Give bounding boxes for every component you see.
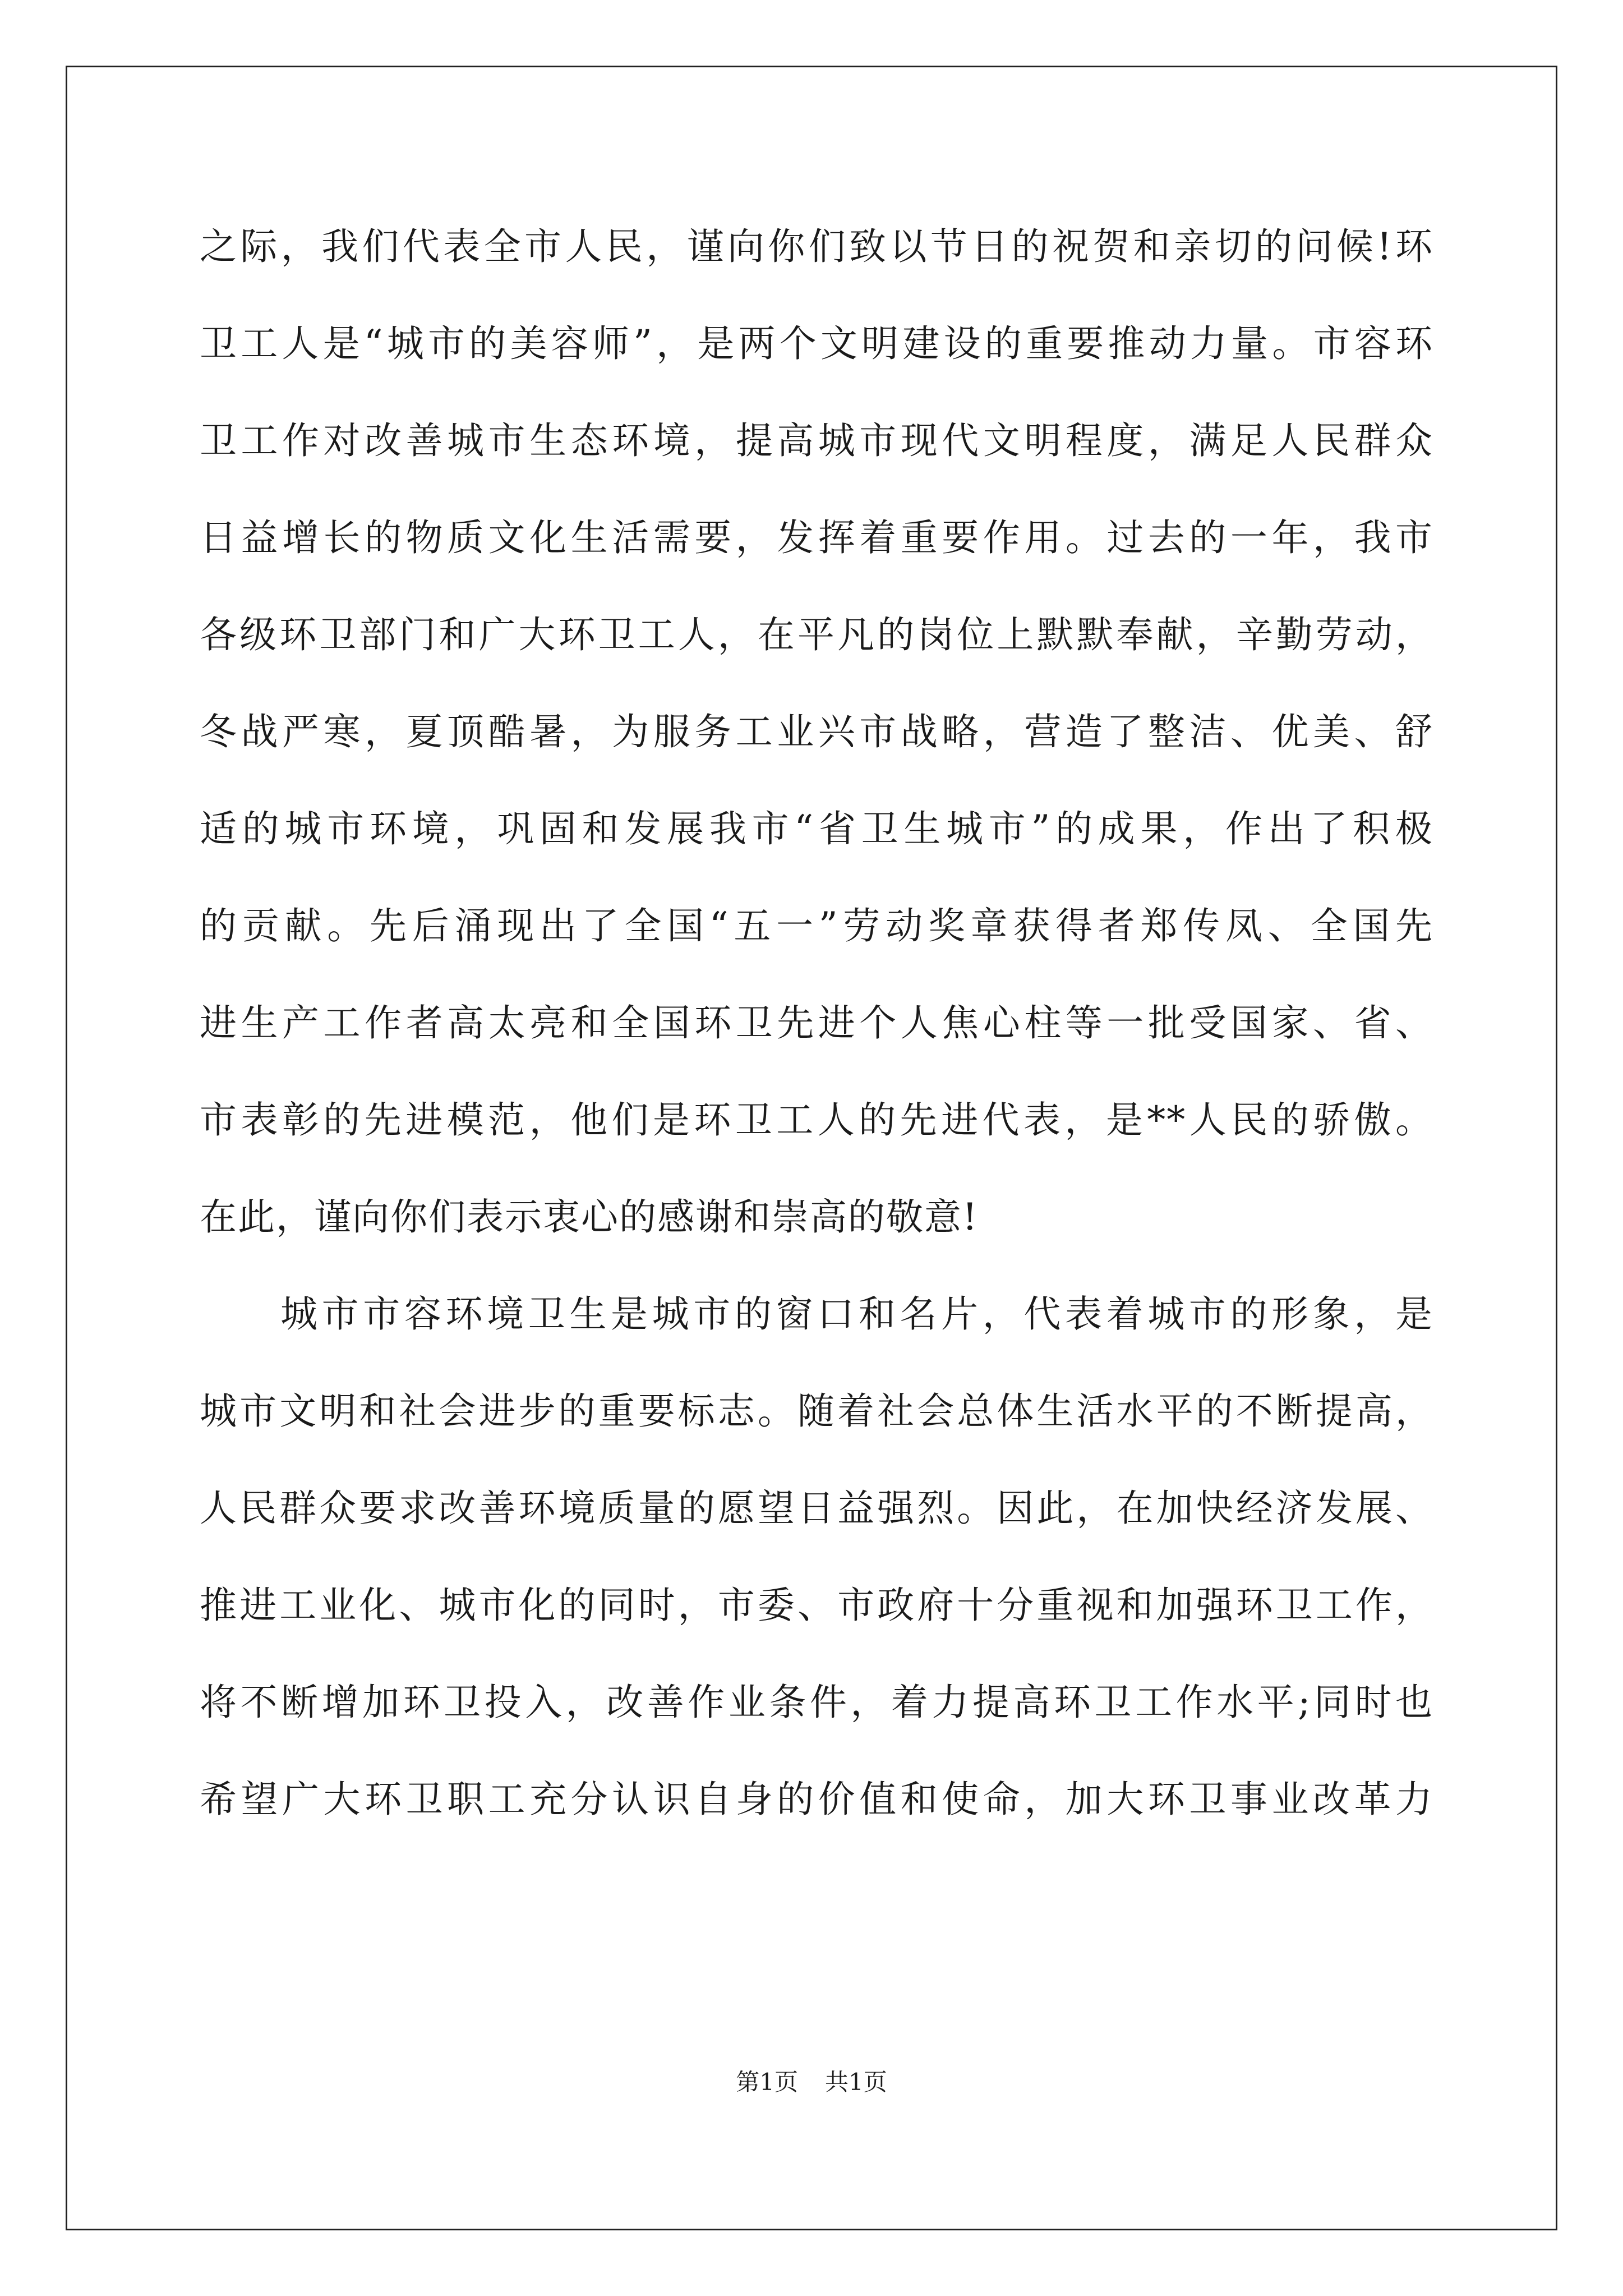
paragraph-line: 城市市容环境卫生是城市的窗口和名片，代表着城市的形象，是 bbox=[280, 1292, 1433, 1336]
paragraph-line: 卫工作对改善城市生态环境，提高城市现代文明程度，满足人民群众 bbox=[200, 419, 1433, 462]
paragraph-line: 推进工业化、城市化的同时，市委、市政府十分重视和加强环卫工作， bbox=[200, 1584, 1433, 1627]
paragraph-line: 市表彰的先进模范，他们是环卫工人的先进代表，是**人民的骄傲。 bbox=[200, 1098, 1433, 1142]
paragraph-line: 冬战严寒，夏顶酷暑，为服务工业兴市战略，营造了整洁、优美、舒 bbox=[200, 710, 1433, 753]
paragraph-line: 城市文明和社会进步的重要标志。随着社会总体生活水平的不断提高， bbox=[200, 1389, 1433, 1433]
paragraph-line: 将不断增加环卫投入，改善作业条件，着力提高环卫工作水平;同时也 bbox=[200, 1681, 1433, 1724]
page-number-total: 共1页 bbox=[825, 2068, 887, 2096]
paragraph-line: 希望广大环卫职工充分认识自身的价值和使命，加大环卫事业改革力 bbox=[200, 1778, 1433, 1821]
paragraph-line: 日益增长的物质文化生活需要，发挥着重要作用。过去的一年，我市 bbox=[200, 516, 1433, 559]
page-footer bbox=[0, 2065, 1623, 2099]
paragraph-line: 适的城市环境，巩固和发展我市“省卫生城市”的成果，作出了积极 bbox=[200, 807, 1433, 850]
paragraph-line: 在此，谨向你们表示衷心的感谢和崇高的敬意! bbox=[200, 1195, 979, 1239]
paragraph-line: 人民群众要求改善环境质量的愿望日益强烈。因此，在加快经济发展、 bbox=[200, 1487, 1433, 1530]
paragraph-line: 卫工人是“城市的美容师”，是两个文明建设的重要推动力量。市容环 bbox=[200, 322, 1433, 365]
paragraph-line: 之际，我们代表全市人民，谨向你们致以节日的祝贺和亲切的问候!环 bbox=[200, 225, 1433, 268]
page-number-current: 第1页 bbox=[736, 2068, 798, 2096]
paragraph-line: 各级环卫部门和广大环卫工人，在平凡的岗位上默默奉献，辛勤劳动， bbox=[200, 613, 1433, 656]
paragraph-line: 进生产工作者高太亮和全国环卫先进个人焦心柱等一批受国家、省、 bbox=[200, 1001, 1433, 1045]
paragraph-line: 的贡献。先后涌现出了全国“五一”劳动奖章获得者郑传凤、全国先 bbox=[200, 904, 1433, 947]
